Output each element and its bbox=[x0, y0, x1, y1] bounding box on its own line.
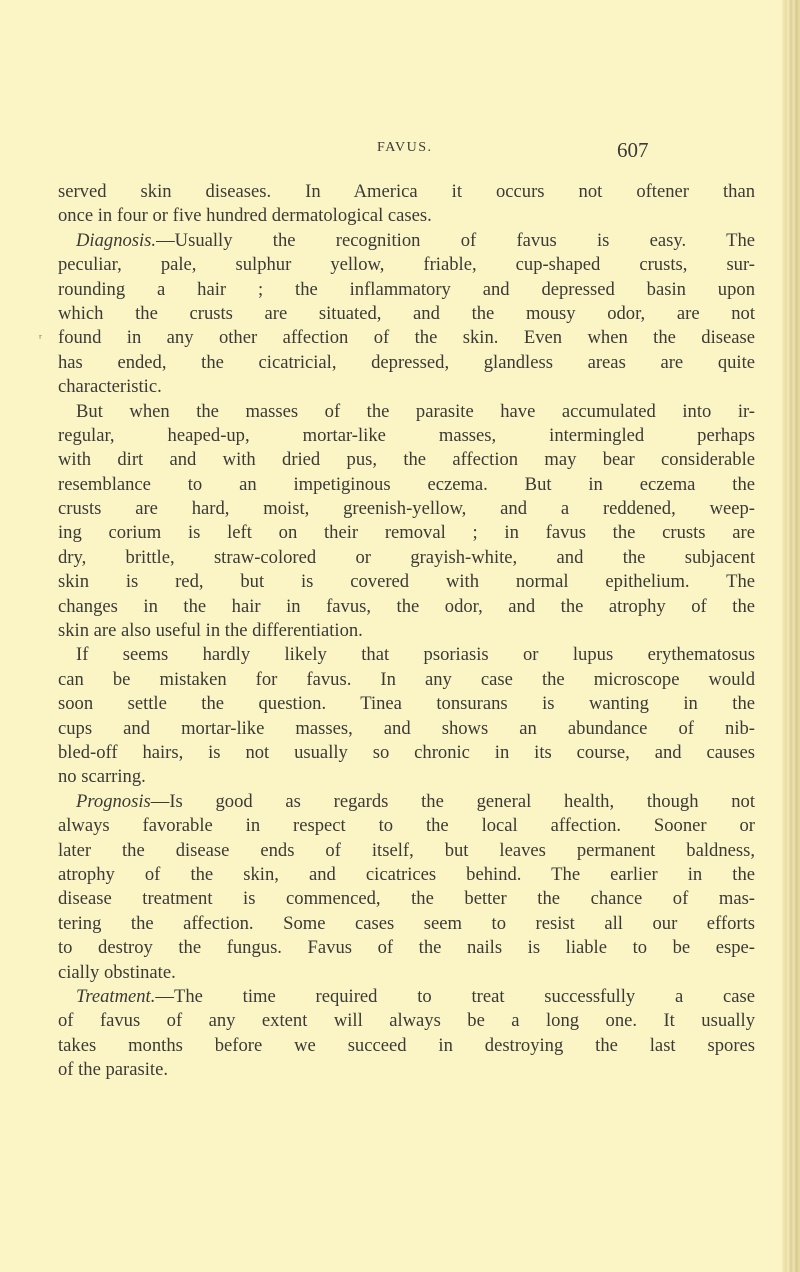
line-text: changes in the hair in favus, the odor, and the atrophy of the bbox=[58, 595, 755, 617]
section-heading: Diagnosis. bbox=[76, 229, 157, 251]
line-text: skin are also useful in the differentiation. bbox=[58, 620, 363, 642]
text-line bbox=[58, 741, 755, 765]
text-line bbox=[58, 473, 755, 497]
line-text: rounding a hair ; the inflammatory and depressed basin upon bbox=[58, 278, 755, 300]
text-line bbox=[58, 253, 755, 277]
section-heading: Treatment. bbox=[76, 985, 156, 1007]
text-line bbox=[58, 985, 755, 1009]
text-line bbox=[58, 351, 755, 375]
line-text: regular, heaped-up, mortar-like masses, intermingled perhaps bbox=[58, 424, 755, 446]
text-line bbox=[58, 765, 755, 789]
line-text: crusts are hard, moist, greenish-yellow, and a reddened, weep- bbox=[58, 498, 755, 520]
text-line bbox=[58, 936, 755, 960]
text-line bbox=[58, 278, 755, 302]
text-line bbox=[58, 302, 755, 326]
line-text: ing corium is left on their removal ; in favus the crusts are bbox=[58, 522, 755, 544]
text-line bbox=[58, 1034, 755, 1058]
text-line bbox=[58, 229, 755, 253]
text-line bbox=[58, 790, 755, 814]
text-line bbox=[58, 570, 755, 594]
line-text: no scarring. bbox=[58, 766, 146, 788]
line-text: of the parasite. bbox=[58, 1059, 168, 1081]
text-line bbox=[58, 448, 755, 472]
text-line bbox=[58, 692, 755, 716]
line-text: If seems hardly likely that psoriasis or lupus erythematosus bbox=[76, 644, 755, 666]
line-text: takes months before we succeed in destroying the last spores bbox=[58, 1034, 755, 1056]
text-line bbox=[58, 424, 755, 448]
line-text: bled-off hairs, is not usually so chronic in its course, and causes bbox=[58, 741, 755, 763]
text-line bbox=[58, 1058, 755, 1082]
line-text: once in four or five hundred dermatological cases. bbox=[58, 205, 432, 227]
line-text: cially obstinate. bbox=[58, 961, 176, 983]
line-text: peculiar, pale, sulphur yellow, friable, cup-shaped crusts, sur- bbox=[58, 254, 755, 276]
text-line bbox=[58, 839, 755, 863]
line-text: with dirt and with dried pus, the affection may bear considerable bbox=[58, 449, 755, 471]
text-line bbox=[58, 546, 755, 570]
line-text: tering the affection. Some cases seem to resist all our efforts bbox=[58, 912, 755, 934]
text-line bbox=[58, 595, 755, 619]
text-line bbox=[58, 497, 755, 521]
section-heading: Prognosis bbox=[76, 790, 151, 812]
line-text: atrophy of the skin, and cicatrices behind. The earlier in the bbox=[58, 863, 755, 885]
text-line bbox=[58, 400, 755, 424]
page-header bbox=[0, 138, 800, 168]
line-text: can be mistaken for favus. In any case the microscope would bbox=[58, 668, 755, 690]
page-edge-binding bbox=[782, 0, 800, 1272]
text-line bbox=[58, 1009, 755, 1033]
line-text: served skin diseases. In America it occurs not oftener than bbox=[58, 181, 755, 202]
line-text: characteristic. bbox=[58, 376, 162, 398]
line-text: of favus of any extent will always be a long one. It usually bbox=[58, 1010, 755, 1032]
text-line bbox=[58, 887, 755, 911]
line-text: which the crusts are situated, and the mousy odor, are not bbox=[58, 302, 755, 324]
text-line bbox=[58, 717, 755, 741]
stray-mark: ʳ bbox=[39, 331, 42, 345]
text-line bbox=[58, 326, 755, 350]
line-text: resemblance to an impetiginous eczema. But in eczema the bbox=[58, 473, 755, 495]
text-line bbox=[58, 814, 755, 838]
line-text: skin is red, but is covered with normal epithelium. The bbox=[58, 571, 755, 593]
line-text: —Usually the recognition of favus is easy. The bbox=[156, 229, 755, 251]
text-line bbox=[58, 521, 755, 545]
text-line bbox=[58, 619, 755, 643]
text-line bbox=[58, 863, 755, 887]
line-text: to destroy the fungus. Favus of the nails is liable to be espe- bbox=[58, 937, 755, 959]
text-line bbox=[58, 180, 755, 204]
line-text: found in any other affection of the skin. Even when the disease bbox=[58, 327, 755, 349]
running-title: FAVUS. bbox=[377, 140, 433, 155]
line-text: always favorable in respect to the local affection. Sooner or bbox=[58, 815, 755, 837]
text-line bbox=[58, 912, 755, 936]
body-text bbox=[58, 180, 755, 1082]
line-text: disease treatment is commenced, the better the chance of mas- bbox=[58, 888, 755, 910]
line-text: dry, brittle, straw-colored or grayish-white, and the subjacent bbox=[58, 546, 755, 568]
page-number: 607 bbox=[617, 138, 649, 162]
line-text: But when the masses of the parasite have accumulated into ir- bbox=[76, 400, 755, 422]
text-line bbox=[58, 204, 755, 228]
line-text: has ended, the cicatricial, depressed, glandless areas are quite bbox=[58, 351, 755, 373]
text-line bbox=[58, 961, 755, 985]
line-text: —The time required to treat successfully a case bbox=[155, 985, 755, 1007]
text-line bbox=[58, 668, 755, 692]
line-text: soon settle the question. Tinea tonsurans is wanting in the bbox=[58, 693, 755, 715]
line-text: later the disease ends of itself, but leaves permanent baldness, bbox=[58, 839, 755, 861]
line-text: —Is good as regards the general health, though not bbox=[150, 790, 755, 812]
text-line bbox=[58, 375, 755, 399]
text-line bbox=[58, 643, 755, 667]
line-text: cups and mortar-like masses, and shows an abundance of nib- bbox=[58, 717, 755, 739]
